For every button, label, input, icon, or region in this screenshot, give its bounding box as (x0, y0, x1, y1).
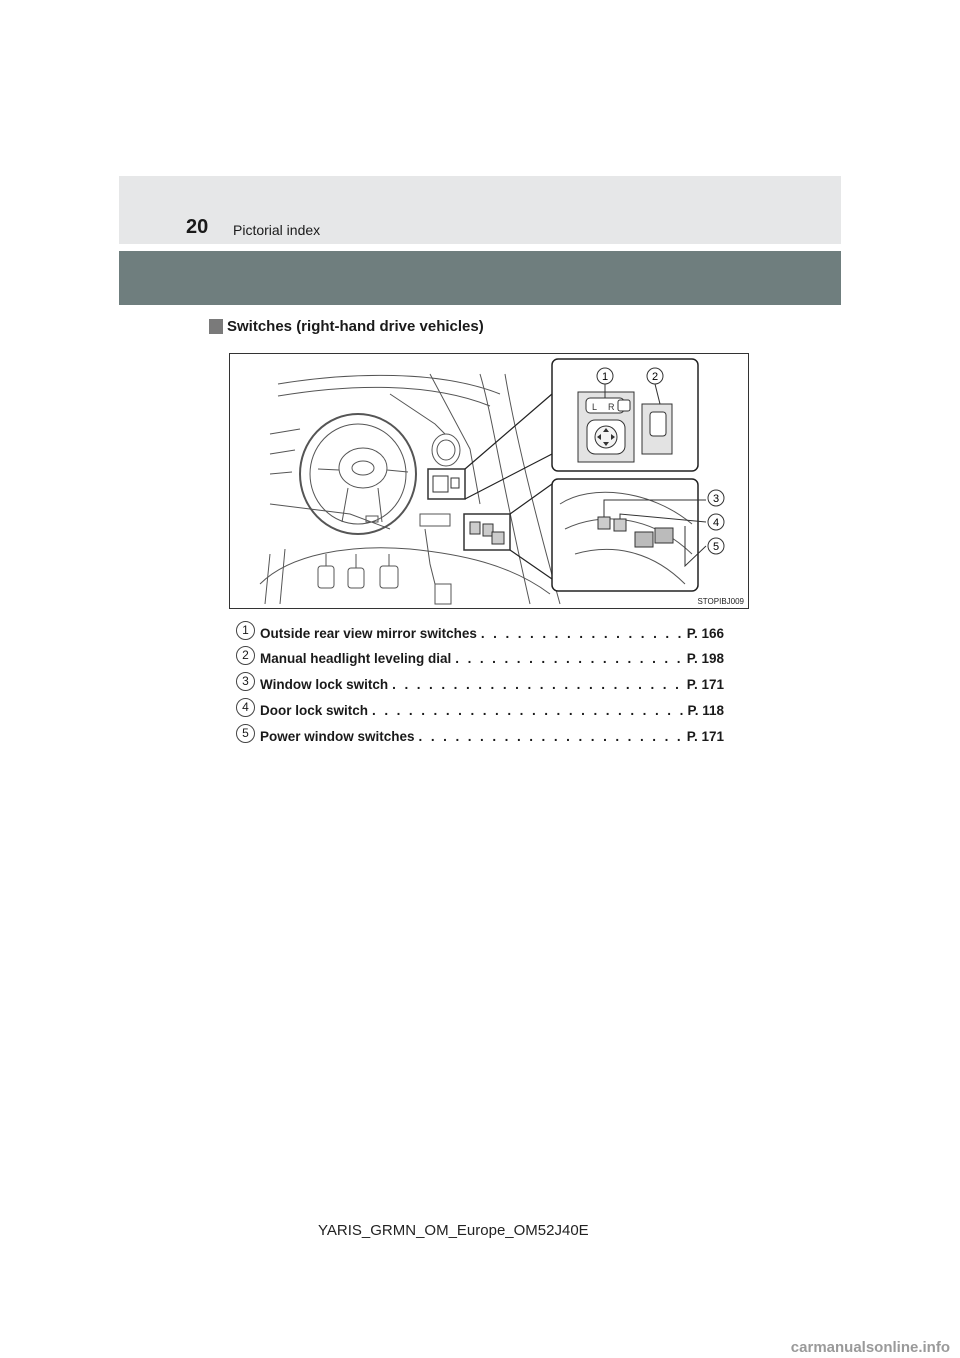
leader-dots (481, 626, 683, 641)
section-bullet-icon (209, 319, 223, 334)
page-reference[interactable]: P. 166 (686, 626, 724, 641)
item-number: 2 (236, 646, 255, 665)
item-label: Outside rear view mirror switches (260, 626, 477, 641)
document-footer: YARIS_GRMN_OM_Europe_OM52J40E (318, 1222, 589, 1239)
mirror-right-letter: R (608, 402, 615, 412)
callout-2: 2 (651, 371, 659, 383)
leader-dots (392, 677, 683, 692)
list-item (236, 724, 724, 744)
item-number: 5 (236, 724, 255, 743)
section-title: Switches (right-hand drive vehicles) (227, 318, 484, 335)
site-watermark: carmanualsonline.info (790, 1339, 950, 1356)
item-number: 4 (236, 698, 255, 717)
leader-dots (372, 703, 683, 718)
item-label: Manual headlight leveling dial (260, 651, 452, 666)
figure-code: STOPIBJ009 (697, 597, 744, 606)
dashboard-drawing (230, 354, 750, 610)
item-number: 3 (236, 672, 255, 691)
list-item (236, 672, 724, 692)
list-item (236, 698, 724, 718)
page-reference[interactable]: P. 171 (686, 729, 724, 744)
item-label: Door lock switch (260, 703, 369, 718)
switches-illustration (229, 353, 749, 609)
callout-1: 1 (601, 371, 609, 383)
leader-dots (455, 651, 682, 666)
callout-4: 4 (712, 517, 720, 529)
list-item (236, 646, 724, 666)
item-label: Power window switches (260, 729, 415, 744)
page-number: 20 (186, 216, 209, 238)
page-reference[interactable]: P. 118 (687, 703, 724, 718)
item-label: Window lock switch (260, 677, 389, 692)
page-reference[interactable]: P. 171 (686, 677, 724, 692)
page-title: Pictorial index (233, 222, 321, 238)
leader-dots (419, 729, 683, 744)
page-reference[interactable]: P. 198 (686, 651, 724, 666)
header-bar (119, 251, 841, 305)
callout-5: 5 (712, 541, 720, 553)
header-band (119, 176, 841, 244)
mirror-left-letter: L (592, 402, 598, 412)
list-item (236, 621, 724, 641)
section-heading (209, 318, 484, 335)
window-switch-detail (552, 479, 698, 591)
callout-3: 3 (712, 493, 720, 505)
item-number: 1 (236, 621, 255, 640)
